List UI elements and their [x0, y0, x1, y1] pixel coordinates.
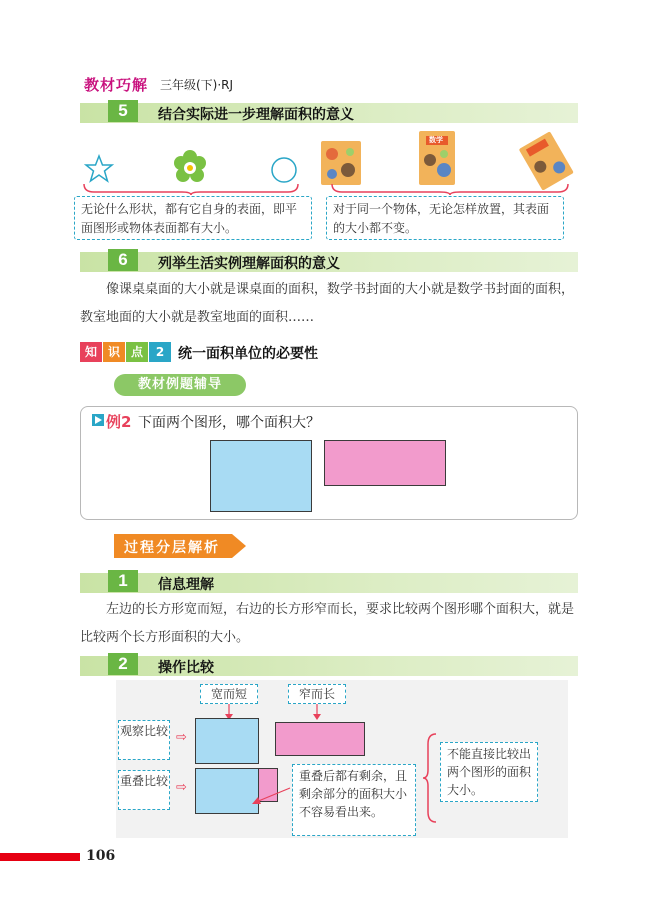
observe-compare-label: 观察比较: [118, 720, 170, 760]
step-1-number: 1: [108, 570, 138, 592]
arrow-right-2: ⇨: [176, 780, 187, 795]
label-wide-short: 宽而短: [200, 684, 258, 704]
book-cover-flat: [320, 140, 362, 186]
play-triangle-icon: [92, 414, 104, 426]
section-6-number: 6: [108, 249, 138, 271]
bracket-left: [82, 182, 300, 196]
process-tag: [114, 534, 246, 558]
overlap-compare-label: 重叠比较: [118, 770, 170, 810]
wide-short-rectangle: [210, 440, 312, 512]
knowledge-number: 2: [149, 342, 171, 362]
observe-blue-rect: [195, 718, 259, 764]
example-label: 例2: [106, 413, 132, 431]
bracket-right: [330, 182, 570, 196]
knowledge-char-1: 知: [80, 342, 102, 362]
book-grade-label: 三年级(下)·RJ: [160, 78, 234, 92]
knowledge-title: 统一面积单位的必要性: [178, 346, 318, 362]
note-left: 无论什么形状，都有它自身的表面，即平面图形或物体表面都有大小。: [74, 196, 312, 240]
step-2-number: 2: [108, 653, 138, 675]
book-cover-label: 数学: [429, 136, 443, 144]
book-cover-tilted: [518, 130, 578, 190]
example-tag: 教材例题辅导: [114, 374, 246, 396]
process-tag-label: 过程分层解析: [124, 540, 220, 556]
section-5-title: 结合实际进一步理解面积的意义: [158, 107, 354, 123]
note-right: 对于同一个物体，无论怎样放置，其表面的大小都不变。: [326, 196, 564, 240]
step-2-bar: [80, 656, 578, 676]
section-6-title: 列举生活实例理解面积的意义: [158, 256, 340, 272]
conclusion-note: 不能直接比较出两个图形的面积大小。: [440, 742, 538, 802]
narrow-long-rectangle: [324, 440, 446, 486]
arrow-right-1: ⇨: [176, 730, 187, 745]
label-narrow-long: 窄而长: [288, 684, 346, 704]
step-1-bar: [80, 573, 578, 593]
section-6-text: 像课桌桌面的大小就是课桌面的面积，数学书封面的大小就是数学书封面的面积，教室地面的大小就是教室地面的面积……: [80, 282, 575, 325]
circle-icon: [270, 156, 298, 184]
example-question: 下面两个图形，哪个面积大？: [138, 415, 320, 431]
observe-pink-rect: [275, 722, 365, 756]
book-cover-upright: [418, 130, 456, 186]
knowledge-char-2: 识: [103, 342, 125, 362]
page-number: 106: [86, 848, 116, 864]
footer-red-bar: [0, 853, 80, 861]
knowledge-char-3: 点: [126, 342, 148, 362]
arrow-down-2: [310, 704, 324, 720]
overlap-note: 重叠后都有剩余，且剩余部分的面积大小不容易看出来。: [292, 764, 416, 836]
brace-bracket: [422, 732, 438, 824]
book-brand-title: 教材巧解: [84, 76, 149, 94]
step-1-text: 左边的长方形宽而短，右边的长方形窄而长，要求比较两个图形哪个面积大，就是比较两个长方形面积的大小。: [80, 602, 575, 645]
star-icon: [84, 154, 114, 184]
step-1-title: 信息理解: [158, 577, 214, 593]
pointer-arrow: [248, 786, 292, 806]
section-5-number: 5: [108, 100, 138, 122]
flower-icon: [172, 150, 208, 186]
step-2-title: 操作比较: [158, 660, 214, 676]
